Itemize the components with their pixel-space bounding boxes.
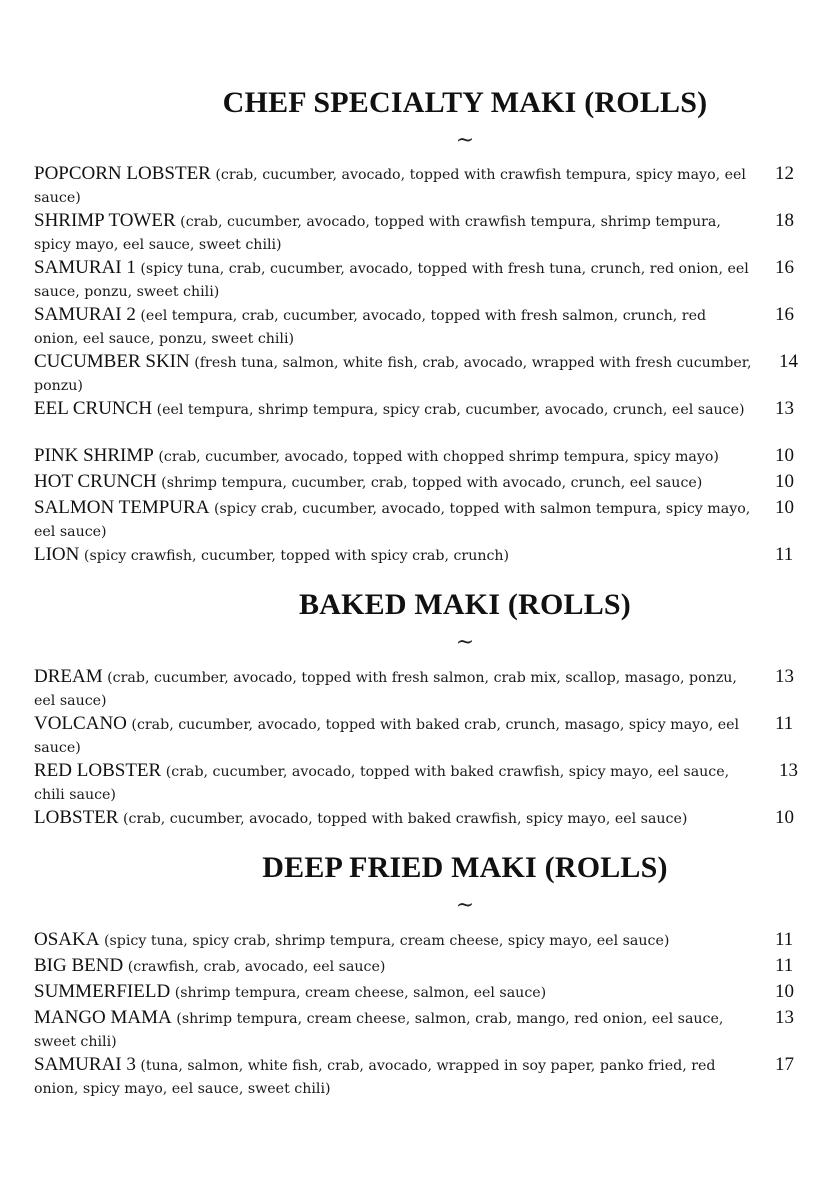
menu-item xyxy=(34,209,794,257)
item-description: (crab, cucumber, avocado, topped with baked crawfish, spicy mayo, eel sauce, chili sauce) xyxy=(34,764,730,803)
item-name: PINK SHRIMP xyxy=(34,445,154,466)
item-description: (shrimp tempura, cream cheese, salmon, crab, mango, red onion, eel sauce, sweet chili) xyxy=(34,1011,724,1050)
menu-item xyxy=(34,444,794,469)
item-name: CUCUMBER SKIN xyxy=(34,351,190,372)
menu-item xyxy=(34,954,794,979)
item-description: (fresh tuna, salmon, white fish, crab, avocado, wrapped with fresh cucumber, ponzu) xyxy=(34,355,752,394)
item-price: 11 xyxy=(775,713,794,734)
item-description: (spicy crawfish, cucumber, topped with spicy crab, crunch) xyxy=(83,548,510,564)
item-name: SAMURAI 2 xyxy=(34,304,136,325)
section-title-deep-fried-maki: DEEP FRIED MAKI (ROLLS) xyxy=(262,851,668,884)
item-name: LOBSTER xyxy=(34,807,119,828)
item-name: MANGO MAMA xyxy=(34,1007,172,1028)
section-divider: ~ xyxy=(455,893,475,918)
item-name: DREAM xyxy=(34,666,103,687)
item-name: EEL CRUNCH xyxy=(34,398,153,419)
item-price: 11 xyxy=(775,955,794,976)
item-description: (tuna, salmon, white fish, crab, avocado, wrapped in soy paper, panko fried, red onion, spicy mayo, eel sauce, sweet chili) xyxy=(34,1058,716,1097)
menu-item xyxy=(34,1006,794,1054)
menu-item xyxy=(34,665,794,713)
item-description: (crab, cucumber, avocado, topped with baked crab, crunch, masago, spicy mayo, eel sauce) xyxy=(34,717,740,756)
item-description: (crab, cucumber, avocado, topped with fresh salmon, crab mix, scallop, masago, ponzu, eel sauce) xyxy=(34,670,737,709)
item-description: (eel tempura, crab, cucumber, avocado, topped with fresh salmon, crunch, red onion, eel sauce, ponzu, sweet chili) xyxy=(34,308,707,347)
item-description: (eel tempura, shrimp tempura, spicy crab, cucumber, avocado, crunch, eel sauce) xyxy=(156,402,745,418)
item-price: 13 xyxy=(779,760,798,781)
item-description: (crab, cucumber, avocado, topped with baked crawfish, spicy mayo, eel sauce) xyxy=(122,811,688,827)
item-price: 16 xyxy=(775,304,794,325)
item-name: SALMON TEMPURA xyxy=(34,497,210,518)
menu-item xyxy=(34,496,794,544)
item-price: 16 xyxy=(775,257,794,278)
menu-item xyxy=(34,256,794,304)
item-price: 10 xyxy=(775,807,794,828)
section-title-chef-specialty: CHEF SPECIALTY MAKI (ROLLS) xyxy=(222,86,708,119)
menu-item xyxy=(34,543,794,568)
item-description: (shrimp tempura, cream cheese, salmon, eel sauce) xyxy=(174,985,547,1001)
item-price: 10 xyxy=(775,445,794,466)
section-title-baked-maki: BAKED MAKI (ROLLS) xyxy=(299,588,631,621)
item-name: SUMMERFIELD xyxy=(34,981,171,1002)
item-description: (crab, cucumber, avocado, topped with crawfish tempura, shrimp tempura, spicy mayo, eel sauce, sweet chili) xyxy=(34,214,721,253)
section-divider: ~ xyxy=(455,630,475,655)
menu-item xyxy=(34,759,798,807)
item-name: LION xyxy=(34,544,80,565)
item-price: 10 xyxy=(775,471,794,492)
menu-item xyxy=(34,350,798,398)
menu-item xyxy=(34,980,794,1005)
item-price: 18 xyxy=(775,210,794,231)
item-description: (crawfish, crab, avocado, eel sauce) xyxy=(127,959,386,975)
item-name: SAMURAI 1 xyxy=(34,257,136,278)
menu-item xyxy=(34,303,794,351)
item-name: OSAKA xyxy=(34,929,100,950)
section-divider: ~ xyxy=(455,128,475,153)
item-description: (spicy crab, cucumber, avocado, topped with salmon tempura, spicy mayo, eel sauce) xyxy=(34,501,751,540)
item-price: 10 xyxy=(775,497,794,518)
item-name: HOT CRUNCH xyxy=(34,471,157,492)
item-description: (shrimp tempura, cucumber, crab, topped with avocado, crunch, eel sauce) xyxy=(161,475,703,491)
item-name: BIG BEND xyxy=(34,955,124,976)
item-name: SAMURAI 3 xyxy=(34,1054,136,1075)
item-price: 10 xyxy=(775,981,794,1002)
item-price: 13 xyxy=(775,398,794,419)
menu-item xyxy=(34,1053,794,1101)
item-price: 14 xyxy=(779,351,798,372)
item-description: (spicy tuna, spicy crab, shrimp tempura, cream cheese, spicy mayo, eel sauce) xyxy=(103,933,670,949)
item-description: (crab, cucumber, avocado, topped with crawfish tempura, spicy mayo, eel sauce) xyxy=(34,167,746,206)
menu-item xyxy=(34,712,794,760)
menu-item xyxy=(34,162,794,210)
menu-item xyxy=(34,470,794,495)
item-name: POPCORN LOBSTER xyxy=(34,163,211,184)
menu-item xyxy=(34,806,794,831)
item-name: VOLCANO xyxy=(34,713,127,734)
item-description: (crab, cucumber, avocado, topped with chopped shrimp tempura, spicy mayo) xyxy=(158,449,719,465)
item-price: 12 xyxy=(775,163,794,184)
item-name: RED LOBSTER xyxy=(34,760,162,781)
menu-item xyxy=(34,397,794,422)
item-price: 11 xyxy=(775,544,794,565)
item-name: SHRIMP TOWER xyxy=(34,210,176,231)
menu-item xyxy=(34,928,794,953)
item-price: 13 xyxy=(775,666,794,687)
item-price: 17 xyxy=(775,1054,794,1075)
item-description: (spicy tuna, crab, cucumber, avocado, topped with fresh tuna, crunch, red onion, eel sauce, ponzu, sweet chili) xyxy=(34,261,749,300)
item-price: 13 xyxy=(775,1007,794,1028)
item-price: 11 xyxy=(775,929,794,950)
